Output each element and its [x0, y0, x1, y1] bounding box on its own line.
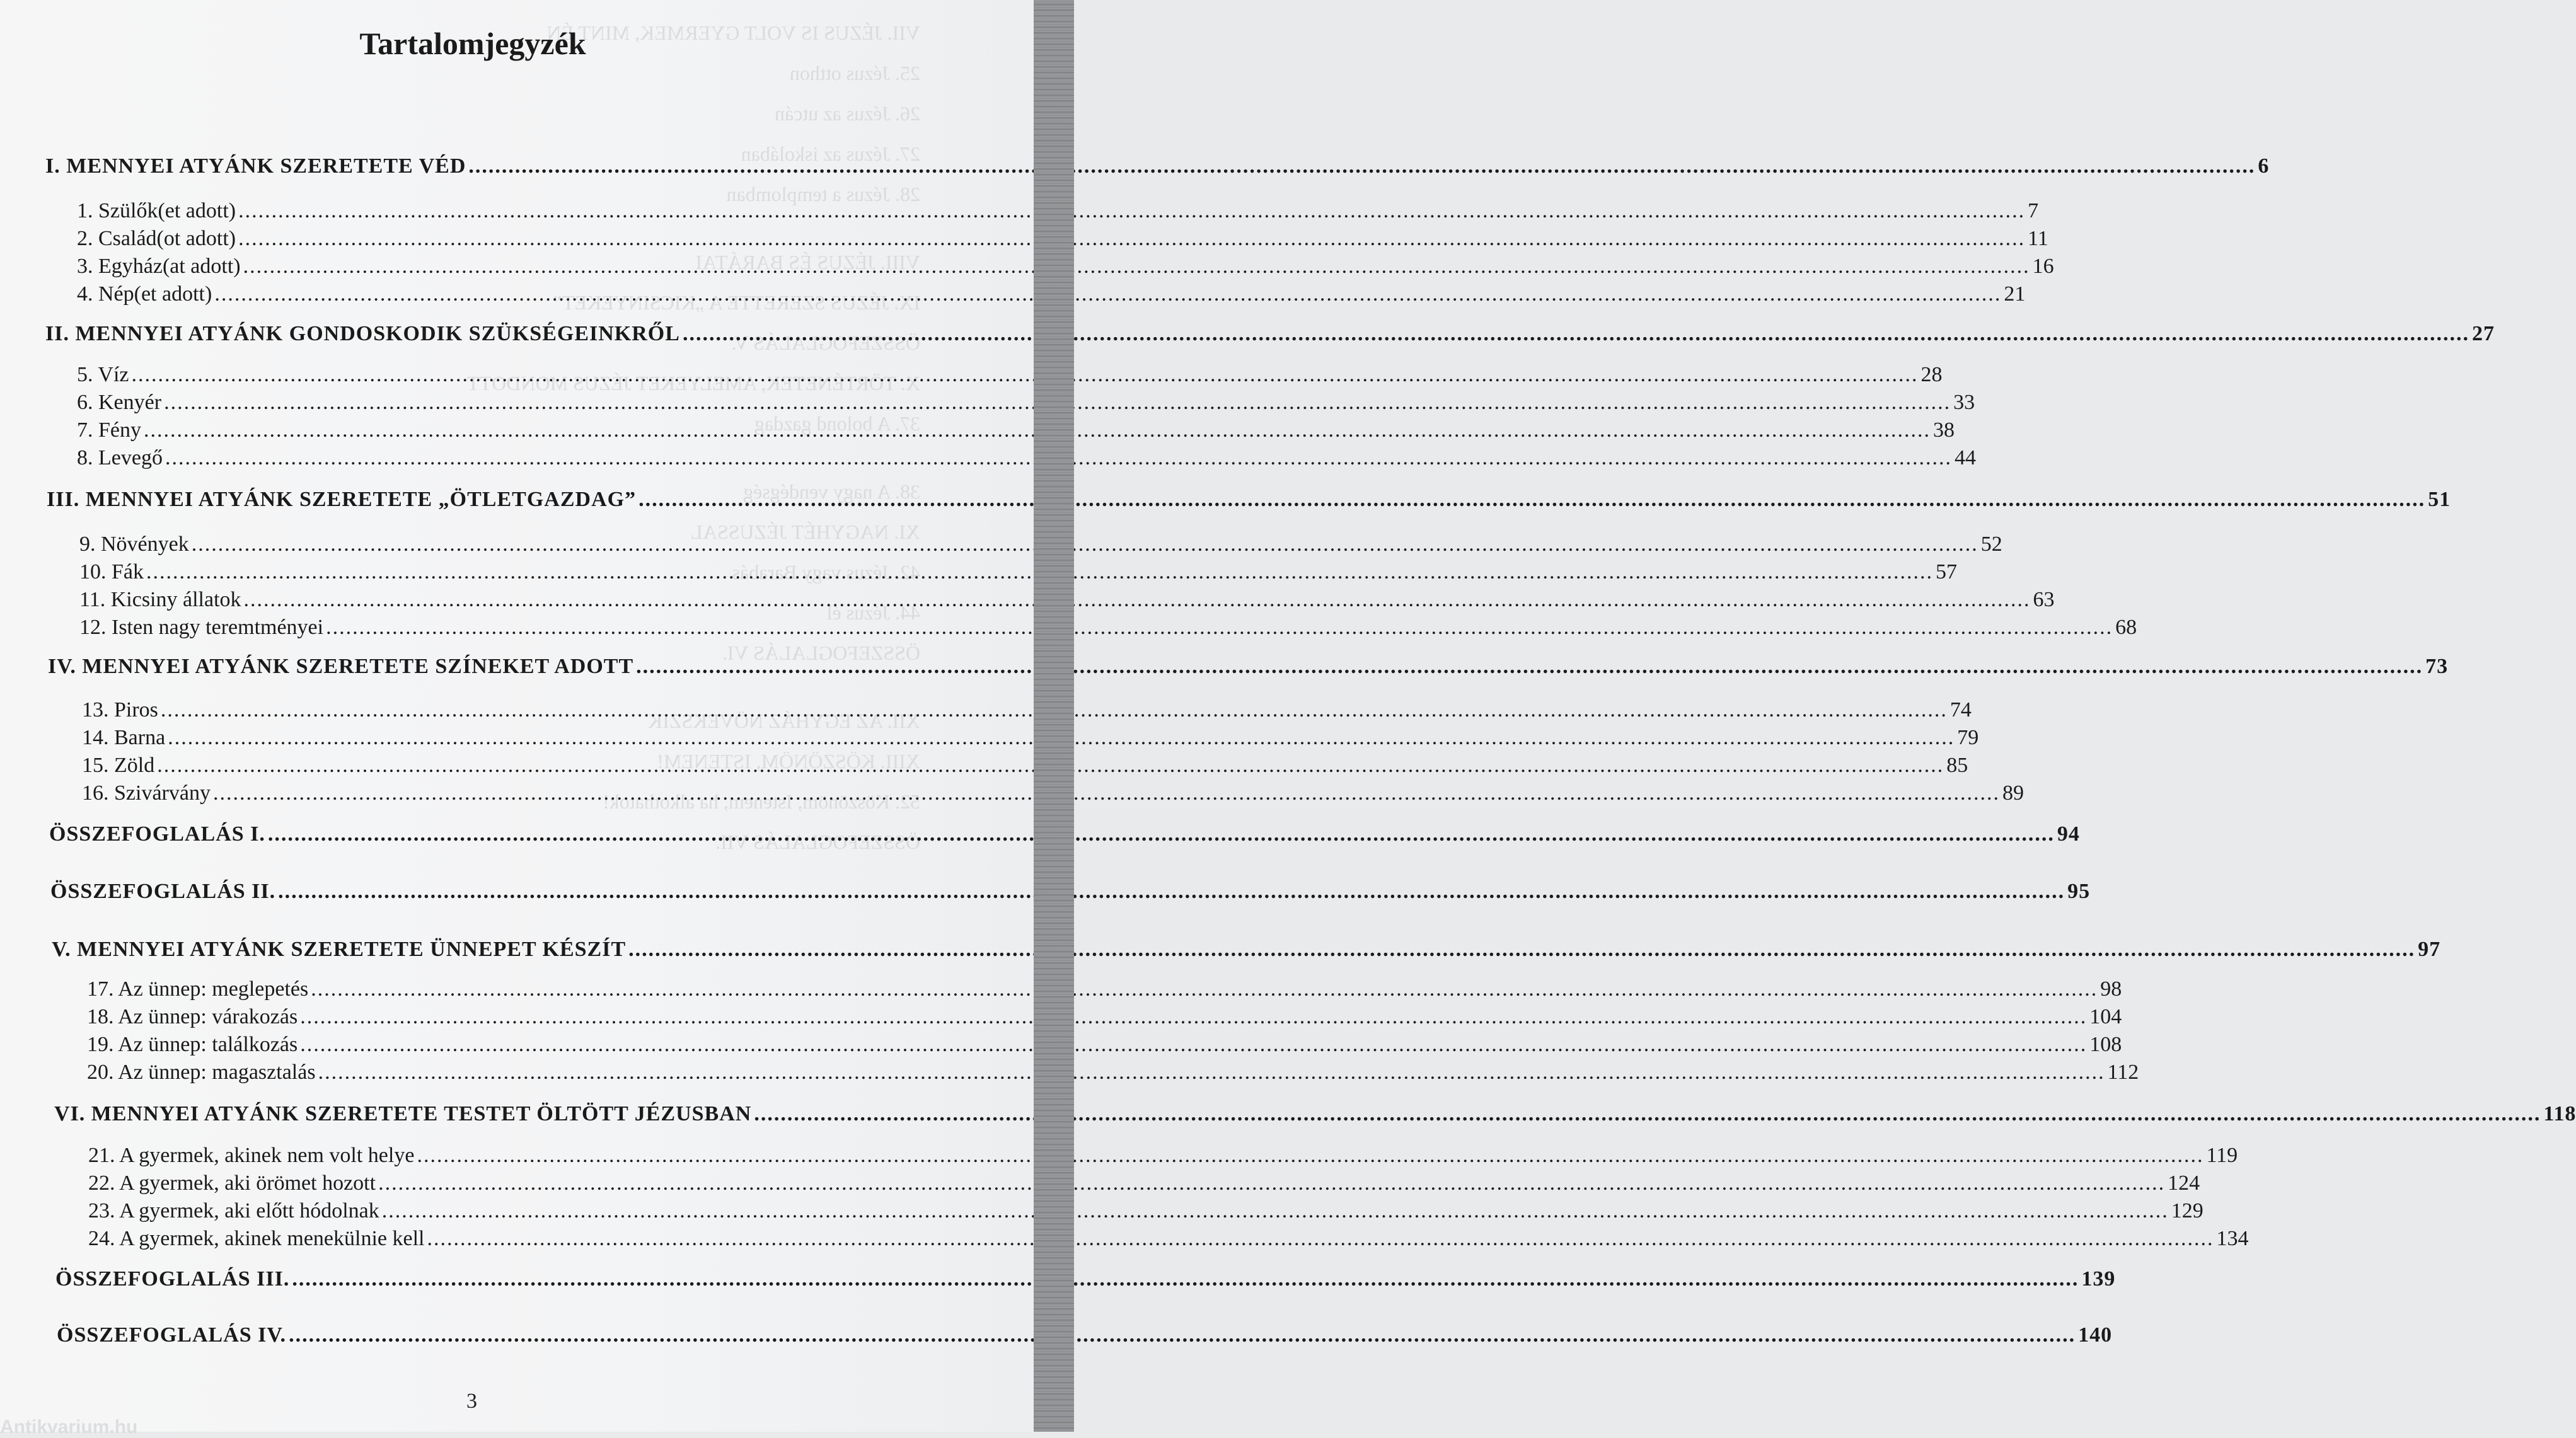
toc-entry-page: 79: [1957, 726, 1979, 749]
bleed-through-line: ÖSSZEFOGLALÁS VII.: [715, 831, 920, 853]
dot-leader: [683, 322, 2469, 346]
toc-entry-title: 2. Család(ot adott): [77, 227, 236, 250]
dot-leader: [268, 822, 2055, 846]
toc-entry-title: 7. Fény: [77, 418, 141, 442]
toc-chapter: [52, 938, 2441, 962]
toc-entry-page: 68: [2115, 616, 2137, 639]
dot-leader: [292, 1267, 2079, 1291]
toc-entry-title: 6. Kenyér: [77, 391, 162, 414]
toc-item: [82, 726, 1979, 750]
dot-leader: [636, 655, 2423, 679]
dot-leader: [214, 282, 2001, 306]
bleed-through-line: 52. Köszönöm, Istenem, ha alkothatok!: [603, 790, 920, 813]
toc-entry-title: 18. Az ünnep: várakozás: [87, 1005, 298, 1028]
dot-leader: [417, 1144, 2203, 1168]
toc-entry-page: 74: [1949, 698, 1972, 722]
toc-entry-title: 23. A gyermek, aki előtt hódolnak: [88, 1199, 379, 1222]
bleed-through-line: 42. Jézus vagy Barabás: [732, 561, 920, 584]
toc-item: [77, 391, 1975, 415]
toc-entry-page: 95: [2067, 880, 2091, 903]
toc-entry-page: 21: [2004, 282, 2026, 306]
toc-entry-title: 5. Víz: [77, 363, 129, 386]
toc-entry-title: V. MENNYEI ATYÁNK SZERETETE ÜNNEPET KÉSZÍT: [52, 938, 627, 961]
toc-entry-title: 20. Az ünnep: magasztalás: [87, 1061, 316, 1084]
toc-entry-page: 6: [2258, 154, 2270, 178]
toc-entry-page: 94: [2057, 822, 2080, 846]
page-number: 3: [466, 1389, 477, 1413]
toc-chapter: [55, 1267, 2116, 1291]
toc-entry-page: 139: [2081, 1267, 2116, 1291]
bleed-through-line: XII. AZ EGYHÁZ NÖVEKSZIK: [648, 710, 920, 732]
page-title: Tartalomjegyzék: [359, 26, 586, 61]
toc-item: [87, 1061, 2139, 1084]
toc-entry-title: VI. MENNYEI ATYÁNK SZERETETE TESTET ÖLTÖTT JÉZUSBAN: [54, 1102, 752, 1125]
toc-chapter: [57, 1323, 2113, 1347]
toc-entry-page: 16: [2032, 255, 2054, 278]
toc-entry-title: 24. A gyermek, akinek menekülnie kell: [88, 1227, 425, 1250]
toc-item: [87, 977, 2122, 1001]
dot-leader: [300, 1005, 2087, 1029]
bleed-through-line: ÖSSZEFOGLALÁS V.: [731, 331, 920, 354]
toc-entry-title: 19. Az ünnep: találkozás: [87, 1033, 298, 1056]
toc-chapter: [45, 154, 2270, 178]
toc-chapter: [50, 880, 2091, 904]
toc-entry-title: III. MENNYEI ATYÁNK SZERETETE „ÖTLETGAZDAG”: [47, 488, 637, 511]
toc-chapter: [47, 488, 2451, 512]
dot-leader: [382, 1199, 2169, 1223]
toc-entry-title: 16. Szivárvány: [82, 781, 211, 805]
bleed-through-line: VII. JÉZUS IS VOLT GYERMEK, MINT ÉN: [546, 21, 920, 44]
toc-item: [77, 255, 2054, 279]
dot-leader: [238, 199, 2025, 223]
toc-entry-title: ÖSSZEFOGLALÁS III.: [55, 1267, 290, 1291]
toc-chapter: [54, 1102, 2576, 1126]
toc-item: [79, 616, 2137, 640]
toc-item: [88, 1171, 2200, 1195]
toc-chapter: [45, 322, 2495, 346]
bleed-through-line: 28. Jézus a templomban: [726, 183, 920, 205]
toc-item: [77, 446, 1976, 470]
toc-entry-page: 38: [1933, 418, 1955, 442]
toc-entry-title: 12. Isten nagy teremtményei: [79, 616, 324, 639]
toc-item: [77, 282, 2026, 306]
dot-leader: [244, 588, 2031, 612]
toc-entry-title: II. MENNYEI ATYÁNK GONDOSKODIK SZÜKSÉGEINKRŐL: [45, 322, 680, 345]
toc-item: [79, 560, 1957, 584]
toc-entry-page: 129: [2171, 1199, 2203, 1222]
bleed-through-line: 26. Jézus az utcán: [774, 102, 920, 125]
toc-entry-page: 97: [2418, 938, 2441, 961]
toc-entry-page: 11: [2028, 227, 2048, 250]
watermark-text: Antikvarium.hu: [0, 1417, 138, 1437]
toc-entry-page: 98: [2100, 977, 2122, 1001]
toc-entry-title: 9. Növények: [79, 532, 189, 556]
toc-item: [77, 363, 1943, 387]
dot-leader: [192, 532, 1978, 556]
toc-entry-page: 52: [1980, 532, 2002, 556]
bleed-through-line: ÖSSZEFOGLALÁS VI.: [722, 641, 920, 664]
dot-leader: [754, 1102, 2541, 1126]
dot-leader: [468, 154, 2255, 178]
toc-entry-title: 14. Barna: [82, 726, 166, 749]
toc-entry-title: ÖSSZEFOGLALÁS IV.: [57, 1323, 287, 1347]
toc-chapter: [48, 655, 2449, 679]
toc-item: [77, 418, 1955, 442]
toc-item: [88, 1199, 2203, 1223]
toc-entry-page: 51: [2428, 488, 2451, 511]
toc-entry-title: 21. A gyermek, akinek nem volt helye: [88, 1144, 415, 1167]
bleed-through-line: 38. A nagy vendégség: [743, 480, 920, 503]
bleed-through-line: IX. JÉZUS SZERETTE A „KICSINYEKET”: [553, 291, 920, 314]
bleed-through-line: 37. A bolond gazdag: [754, 412, 920, 435]
toc-entry-page: 119: [2206, 1144, 2238, 1167]
toc-entry-title: 4. Nép(et adott): [77, 282, 212, 306]
toc-entry-title: 8. Levegő: [77, 446, 163, 469]
dot-leader: [311, 977, 2098, 1001]
bleed-through-line: 25. Jézus otthon: [789, 62, 920, 84]
dot-leader: [238, 227, 2025, 251]
toc-item: [82, 781, 2024, 805]
bleed-through-line: XI. NAGYHÉT JÉZUSSAL: [690, 521, 920, 543]
toc-entry-title: 17. Az ünnep: meglepetés: [87, 977, 309, 1001]
toc-entry-page: 27: [2471, 322, 2495, 345]
bleed-through-line: X. TÖRTÉNETEK, AMELYEKET JÉZUS MONDOTT: [467, 372, 920, 394]
dot-leader: [213, 781, 2000, 805]
toc-entry-page: 7: [2028, 199, 2039, 222]
toc-entry-title: 15. Zöld: [82, 754, 155, 777]
toc-item: [87, 1005, 2122, 1029]
dot-leader: [638, 488, 2425, 512]
toc-entry-title: I. MENNYEI ATYÁNK SZERETETE VÉD: [45, 154, 466, 178]
toc-entry-title: 11. Kicsiny állatok: [79, 588, 241, 611]
toc-entry-page: 63: [2033, 588, 2055, 611]
toc-entry-page: 104: [2089, 1005, 2122, 1028]
toc-item: [77, 199, 2039, 223]
toc-item: [82, 754, 1968, 778]
dot-leader: [131, 363, 1918, 387]
dot-leader: [326, 616, 2113, 640]
toc-entry-title: 13. Piros: [82, 698, 158, 722]
dot-leader: [300, 1033, 2087, 1057]
toc-entry-page: 73: [2425, 655, 2449, 678]
bleed-through-line: 27. Jézus az iskolában: [741, 142, 920, 165]
toc-entry-page: 28: [1920, 363, 1943, 386]
toc-item: [82, 698, 1972, 722]
page-edge: [1034, 0, 1074, 1432]
toc-entry-page: 89: [2002, 781, 2024, 805]
toc-entry-title: ÖSSZEFOGLALÁS II.: [50, 880, 276, 903]
toc-entry-title: 1. Szülők(et adott): [77, 199, 236, 222]
toc-entry-title: 10. Fák: [79, 560, 144, 584]
toc-entry-page: 112: [2107, 1061, 2139, 1084]
dot-leader: [378, 1171, 2165, 1195]
toc-entry-title: 3. Egyház(at adott): [77, 255, 241, 278]
toc-item: [88, 1144, 2238, 1168]
toc-chapter: [49, 822, 2080, 846]
toc-entry-page: 134: [2216, 1227, 2249, 1250]
dot-leader: [289, 1323, 2076, 1347]
toc-entry-page: 57: [1936, 560, 1957, 584]
bleed-through-line: VIII. JÉZUS ÉS BARÁTAI: [695, 251, 920, 273]
toc-entry-page: 140: [2078, 1323, 2113, 1347]
toc-item: [87, 1033, 2122, 1057]
dot-leader: [278, 880, 2065, 904]
toc-entry-page: 44: [1954, 446, 1976, 469]
toc-entry-title: ÖSSZEFOGLALÁS I.: [49, 822, 265, 846]
toc-item: [77, 227, 2048, 251]
dot-leader: [318, 1061, 2105, 1084]
toc-entry-page: 85: [1946, 754, 1968, 777]
dot-leader: [628, 938, 2415, 962]
toc-entry-title: IV. MENNYEI ATYÁNK SZERETETE SZÍNEKET ADOTT: [48, 655, 634, 678]
toc-item: [79, 588, 2055, 612]
dot-leader: [243, 255, 2030, 279]
toc-entry-page: 108: [2089, 1033, 2122, 1056]
toc-entry-title: 22. A gyermek, aki örömet hozott: [88, 1171, 376, 1195]
toc-item: [88, 1227, 2249, 1251]
bleed-through-line: XIII. KÖSZÖNÖM, ISTENEM!: [657, 750, 920, 773]
toc-entry-page: 118: [2543, 1102, 2576, 1125]
bleed-through-line: 44. Jézus él: [826, 601, 920, 624]
toc-entry-page: 33: [1953, 391, 1975, 414]
dot-leader: [427, 1227, 2214, 1251]
toc-entry-page: 124: [2168, 1171, 2200, 1195]
